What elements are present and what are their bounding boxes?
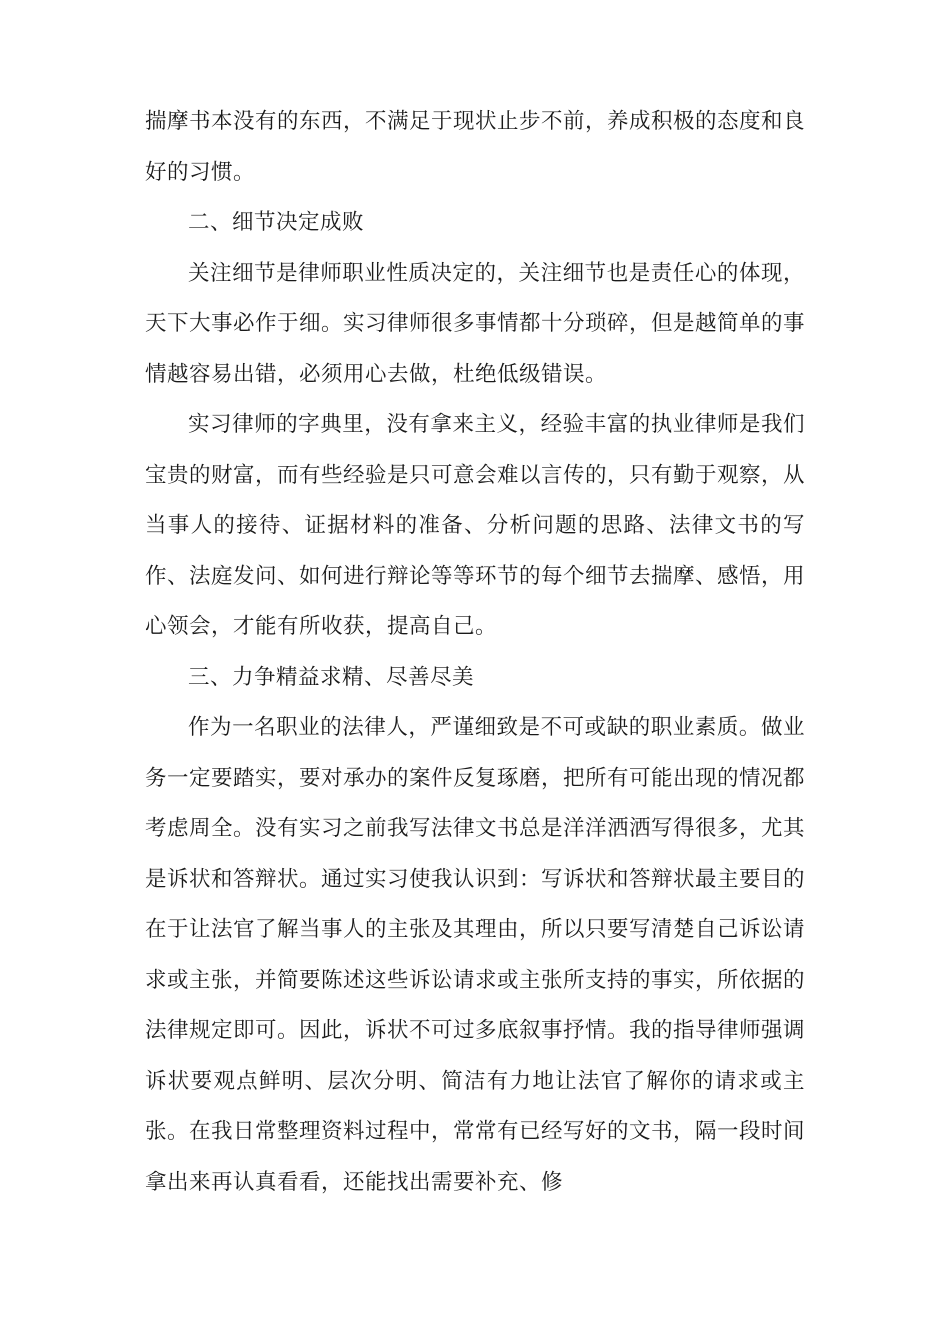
paragraph: 作为一名职业的法律人，严谨细致是不可或缺的职业素质。做业务一定要踏实，要对承办的案件反复琢磨，把所有可能出现的情况都考虑周全。没有实习之前我写法律文书总是洋洋洒洒写得很多，尤其是诉状和答辩状。通过实习使我认识到：写诉状和答辩状最主要目的在于让法官了解当事人的主张及其理由，所以只要写清楚自己诉讼请求或主张，并简要陈述这些诉讼请求或主张所支持的事实，所依据的法律规定即可。因此，诉状不可过多底叙事抒情。我的指导律师强调诉状要观点鲜明、层次分明、简洁有力地让法官了解你的请求或主张。在我日常整理资料过程中，常常有已经写好的文书，隔一段时间拿出来再认真看看，还能找出需要补充、修 [145,715,806,1195]
paragraph: 关注细节是律师职业性质决定的，关注细节也是责任心的体现，天下大事必作于细。实习律师很多事情都十分琐碎，但是越简单的事情越容易出错，必须用心去做，杜绝低级错误。 [145,260,806,387]
document-body [145,97,805,1208]
paragraph: 实习律师的字典里，没有拿来主义，经验丰富的执业律师是我们宝贵的财富，而有些经验是只可意会难以言传的，只有勤于观察，从当事人的接待、证据材料的准备、分析问题的思路、法律文书的写作、法庭发问、如何进行辩论等等环节的每个细节去揣摩、感悟，用心领会，才能有所收获，提高自己。 [145,412,806,639]
paragraph-continuation: 揣摩书本没有的东西，不满足于现状止步不前，养成积极的态度和良好的习惯。 [145,109,806,185]
section-heading-3: 三、力争精益求精、尽善尽美 [188,664,475,690]
section-heading-2: 二、细节决定成败 [188,210,365,235]
